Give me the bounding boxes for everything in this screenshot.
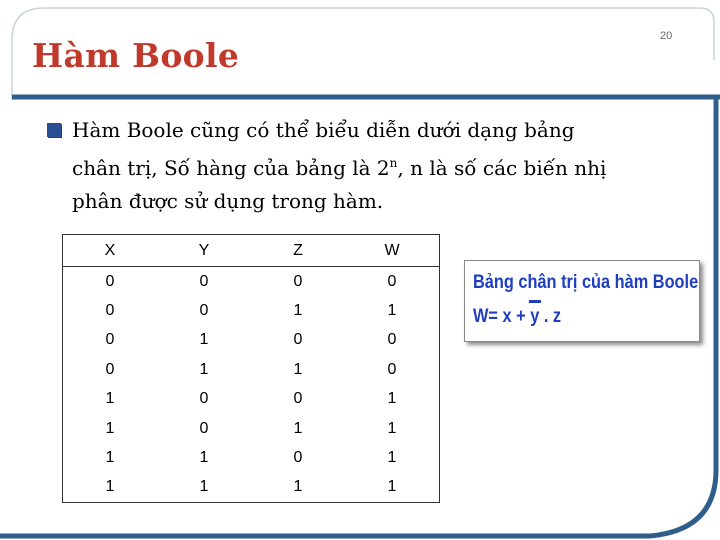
- slide-title: Hàm Boole: [32, 36, 240, 75]
- column-header-z: Z: [251, 235, 345, 267]
- callout-caption: Bảng chân trị của hàm Boole: [473, 272, 699, 293]
- table-cell: 1: [293, 419, 303, 437]
- column-header-w: W: [345, 235, 440, 267]
- table-row: [63, 267, 440, 297]
- bullet-line-2-end: , n là số các biến nhị: [397, 156, 607, 180]
- table-cell: 1: [199, 331, 209, 349]
- table-cell: 0: [105, 302, 115, 320]
- table-cell: 0: [199, 390, 209, 408]
- table-cell: 0: [199, 302, 209, 320]
- bullet-line-2: [48, 147, 688, 185]
- column-header-x: X: [63, 235, 158, 267]
- formula-negated-y: y: [530, 306, 540, 327]
- table-cell: 1: [293, 360, 303, 378]
- checkbox-bullet-icon: [46, 122, 64, 140]
- table-row: [63, 296, 440, 325]
- formula-prefix: W= x +: [473, 306, 531, 327]
- slide-number: 20: [660, 30, 673, 42]
- table-cell: 1: [387, 478, 397, 496]
- table-cell: 0: [387, 331, 397, 349]
- bullet-line-1: Hàm Boole cũng có thể biểu diễn dưới dạng bảng: [72, 118, 575, 142]
- table-cell: 0: [105, 360, 115, 378]
- table-cell: 1: [293, 302, 303, 320]
- table-cell: 0: [387, 272, 397, 290]
- table-row: [63, 385, 440, 414]
- bullet-line-3: phân được sử dụng trong hàm.: [72, 189, 384, 213]
- column-header-y: Y: [157, 235, 251, 267]
- superscript-n: n: [389, 156, 398, 170]
- table-cell: 1: [105, 478, 115, 496]
- table-cell: 0: [293, 449, 303, 467]
- table-row: [63, 414, 440, 443]
- table-cell: 0: [293, 272, 303, 290]
- table-cell: 1: [387, 390, 397, 408]
- table-cell: 1: [105, 390, 115, 408]
- table-row: [63, 473, 440, 503]
- formula-suffix: . z: [539, 306, 562, 327]
- table-cell: 0: [105, 272, 115, 290]
- table-cell: 0: [293, 390, 303, 408]
- table-cell: 1: [105, 449, 115, 467]
- table-cell: 0: [199, 419, 209, 437]
- bullet-line-2-start: chân trị, Số hàng của bảng là 2: [72, 156, 390, 180]
- table-row: [63, 355, 440, 384]
- table-cell: 0: [199, 272, 209, 290]
- table-cell: 1: [293, 478, 303, 496]
- table-cell: 0: [105, 331, 115, 349]
- callout-formula: [473, 306, 561, 328]
- table-cell: 1: [387, 302, 397, 320]
- table-row: [63, 326, 440, 355]
- table-header-row: [63, 235, 440, 267]
- table-cell: 1: [199, 478, 209, 496]
- table-cell: 1: [199, 449, 209, 467]
- bullet-paragraph: [48, 114, 688, 218]
- table-cell: 0: [293, 331, 303, 349]
- table-cell: 1: [387, 449, 397, 467]
- table-cell: 1: [387, 419, 397, 437]
- table-cell: 0: [387, 360, 397, 378]
- boolean-function-callout: [464, 260, 700, 342]
- table-cell: 1: [105, 419, 115, 437]
- table-row: [63, 443, 440, 472]
- table-cell: 1: [199, 360, 209, 378]
- truth-table: [62, 234, 440, 503]
